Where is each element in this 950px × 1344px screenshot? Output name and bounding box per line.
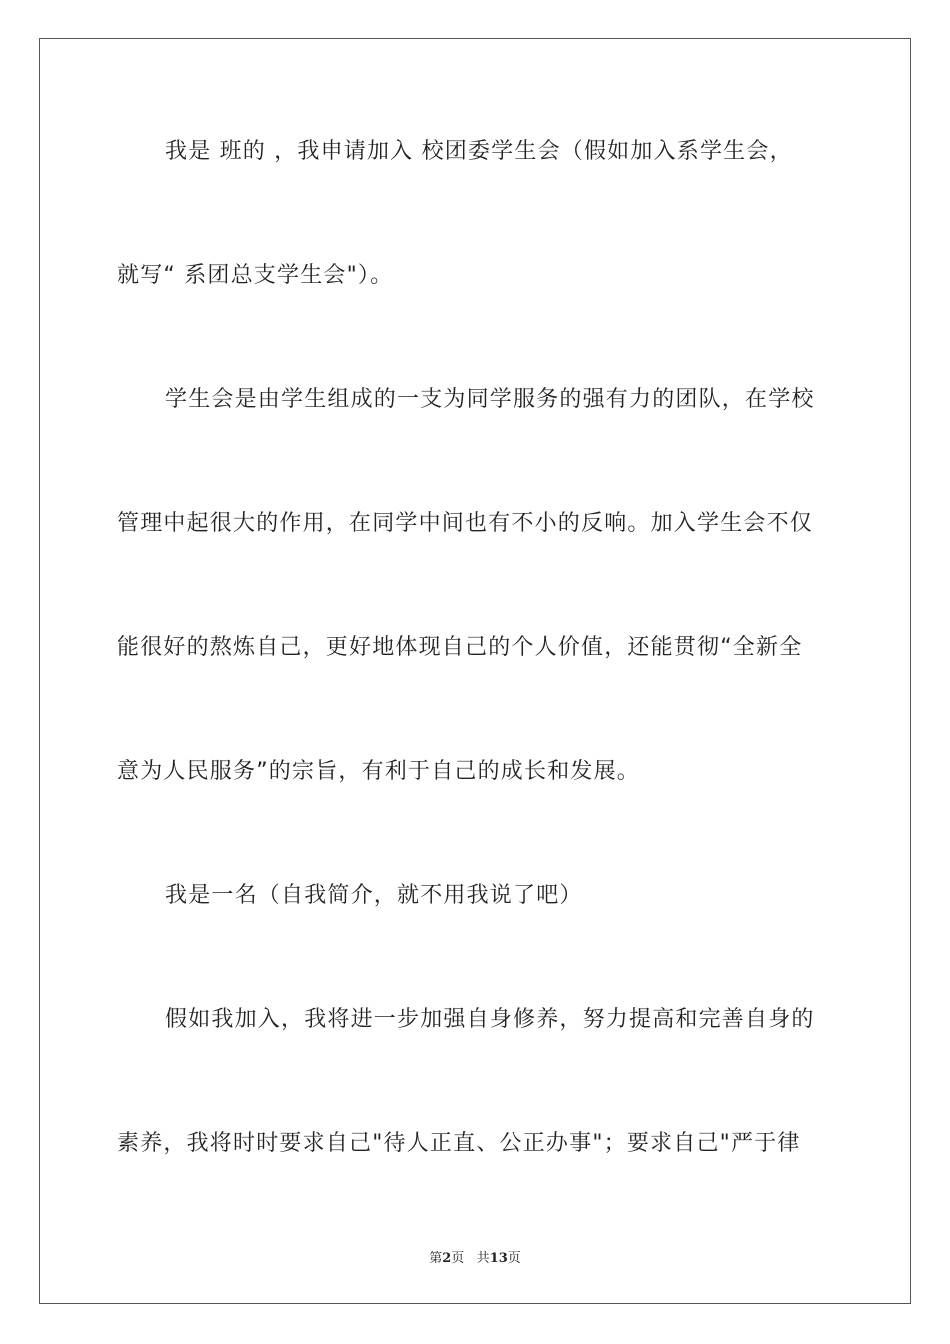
paragraph-line-9: 素养，我将时时要求自己"待人正直、公正办事"；要求自己"严于律 (117, 1131, 801, 1156)
page-frame (39, 38, 911, 1304)
paragraph-line-3: 学生会是由学生组成的一支为同学服务的强有力的团队，在学校 (165, 387, 815, 412)
paragraph-line-6: 意为人民服务”的宗旨，有利于自己的成长和发展。 (117, 759, 640, 784)
paragraph-line-4: 管理中起很大的作用，在同学中间也有不小的反响。加入学生会不仅 (117, 511, 814, 536)
total-pages: 13 (489, 1251, 508, 1266)
page-prefix: 第 (429, 1251, 443, 1266)
paragraph-line-2: 就写“ 系团总支学生会"）。 (117, 263, 394, 288)
page-number: 2 (442, 1251, 452, 1266)
paragraph-line-7: 我是一名（自我简介，就不用我说了吧） (165, 883, 583, 908)
paragraph-line-5: 能很好的熬炼自己，更好地体现自己的个人价值，还能贯彻“全新全 (117, 635, 803, 660)
total-prefix: 共 (476, 1251, 490, 1266)
page-footer (0, 1247, 950, 1266)
total-suffix: 页 (507, 1251, 521, 1266)
paragraph-line-8: 假如我加入，我将进一步加强自身修养，努力提高和完善自身的 (165, 1007, 815, 1032)
paragraph-line-1: 我是 班的 ，我申请加入 校团委学生会（假如加入系学生会， (165, 139, 793, 164)
page-suffix: 页 (451, 1251, 465, 1266)
